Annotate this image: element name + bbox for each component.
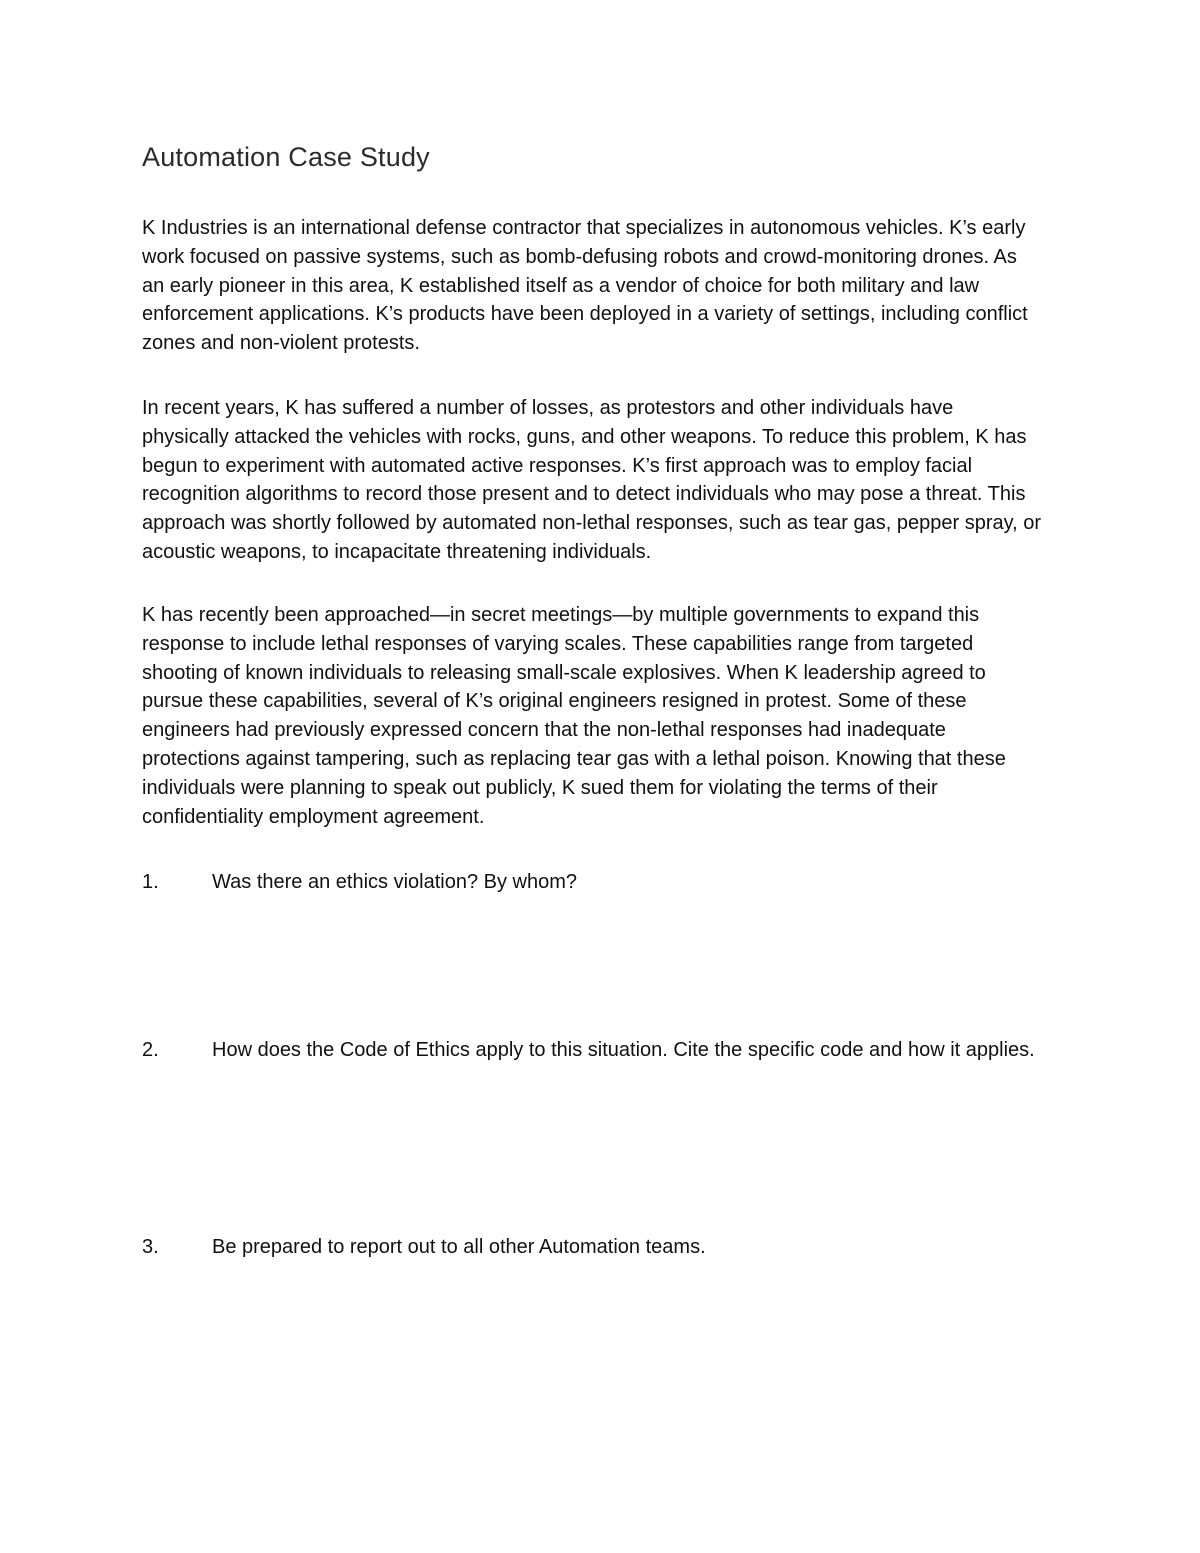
- question-text: Was there an ethics violation? By whom?: [212, 871, 577, 893]
- question-3: [142, 1233, 1042, 1262]
- page-title: Automation Case Study: [142, 142, 430, 172]
- paragraph-recent-years: In recent years, K has suffered a number of losses, as protestors and other individuals have physically attacked the vehicles with rocks, guns, and other weapons. To reduce this problem, K has begun to experiment with automated active responses. K’s first approach was to employ facial recognition algorithms to record those present and to detect individuals who may pose a threat. This approach was shortly followed by automated non-lethal responses, such as tear gas, pepper spray, or acoustic weapons, to incapacitate threatening individuals.: [142, 397, 1042, 563]
- question-1: [142, 868, 1042, 897]
- question-number: 3.: [142, 1236, 159, 1258]
- question-text: How does the Code of Ethics apply to this situation. Cite the specific code and how it applies.: [212, 1039, 1035, 1061]
- paragraph-lethal-responses: K has recently been approached—in secret meetings—by multiple governments to expand this response to include lethal responses of varying scales. These capabilities range from targeted shooting of known individuals to releasing small-scale explosives. When K leadership agreed to pursue these capabilities, several of K’s original engineers resigned in protest. Some of these engineers had previously expressed concern that the non-lethal responses had inadequate protections against tampering, such as replacing tear gas with a lethal poison. Knowing that these individuals were planning to speak out publicly, K sued them for violating the terms of their confidentiality employment agreement.: [142, 604, 1006, 828]
- paragraph-intro: K Industries is an international defense contractor that specializes in autonomous vehicles. K’s early work focused on passive systems, such as bomb-defusing robots and crowd-monitoring drones. As an early pioneer in this area, K established itself as a vendor of choice for both military and law enforcement applications. K’s products have been deployed in a variety of settings, including conflict zones and non-violent protests.: [142, 217, 1028, 355]
- question-number: 1.: [142, 871, 159, 893]
- question-text: Be prepared to report out to all other Automation teams.: [212, 1236, 706, 1258]
- question-2: [142, 1036, 1042, 1065]
- question-number: 2.: [142, 1039, 159, 1061]
